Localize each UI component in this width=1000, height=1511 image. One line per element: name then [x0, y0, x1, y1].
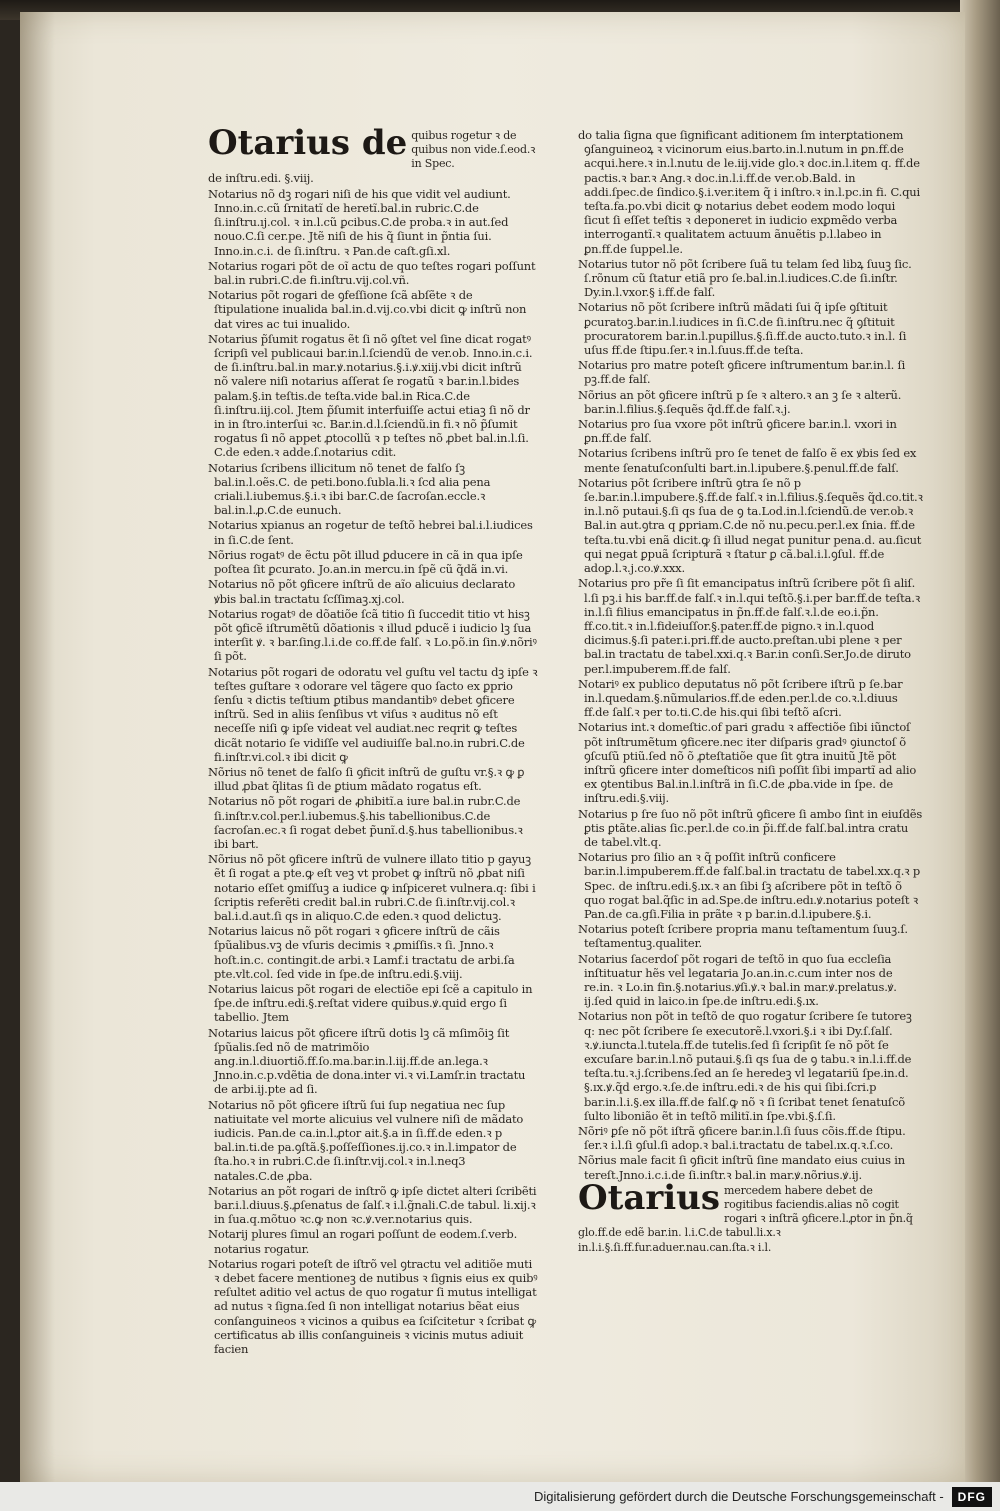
paragraph: Nõrius male facit ſi ꝯficit inſtrũ ſine mandato eius cuius in tereſt.Jnno.i.c.i.de ſi.inſtr.ꝛ bal.in mar.ꝟ.nõrius.ꝟ.ij.: [578, 1153, 905, 1182]
right-column: [578, 128, 923, 1256]
book-edge-right: [960, 0, 1000, 1511]
paragraph: Nõrius nõ tenet de falſo ſi ꝯficit inſtrũ de guſtu vr.§.ꝛ ꝙ ꝑ illud ꝓbat q̃litas ſi de ꝑtium mãdato rogatus eſt.: [208, 764, 525, 794]
paragraph: Notarius nõ põt ſcribere inſtrũ mãdati ſui q̃ ipſe ꝯſtituit ꝑcuratoꝫ.bar.in.l.iudices in ſi.C.de ſi.inſtru.nec q̃ ꝯſtituit procuratorem bar.in.l.pupillus.§.ſi.ff.de aucto.tuto.ꝛ in.l. ſi uſus ff.de ſtipu.ſer.ꝛ in.l.ſuus.ff.de teſta.: [578, 300, 907, 358]
funding-credit: Digitalisierung gefördert durch die Deutsche Forschungsgemeinschaft -: [533, 1489, 944, 1504]
paragraph: Notarius xpianus an rogetur de teſtõ hebrei bal.i.l.iudices in ſi.C.de ſent.: [208, 518, 533, 547]
paragraph: Notarius nõ põt ꝯficere iſtrũ ſui ſup negatiua nec ſup natiuitate vel morte alicuius vel vulnere niſi de mãdato iudicis. Pan.de ca.in.l.ꝓtor ait.§.a in ſi.ff.de eden.ꝛ p bal.in.ti.de pa.ꝯſtã.§.poſſeſſiones.ij.co.ꝛ in.l.imꝑator de ſta.ho.ꝛ in rubri.C.de ſi.inſtr.vij.col.ꝛ in.l.neq3 natales.C.de ꝓba.: [208, 1097, 524, 1183]
paragraph: Notariꝰ ex publico deputatus nõ põt ſcribere iſtrũ p ſe.bar in.l.quedam.§.nũmularios.ff.de eden.per.l.de co.ꝛ.l.diuus ff.de ſalſ.ꝛ per to.ti.C.de his.qui ſibi teſtõ aſcri.: [578, 676, 903, 720]
paragraph: Notarius ſcribens illicitum nõ tenet de falſo ſꝫ bal.in.l.oẽs.C. de peti.bono.ſubla.li.ꝛ ſcd alia pena criali.l.iubemus.§.i.ꝛ ibi bar.C.de ſacroſan.eccle.ꝛ bal.in.l.ꝓ.C.de eunuch.: [208, 460, 491, 518]
paragraph: Notarius rogari põt de oĩ actu de quo teſtes rogari poſſunt bal.in rubri.C.de fi.inſtru.vij.col.vñ.: [208, 258, 536, 288]
paragraph: Notarius rogatꝰ de dõatiõe ſcã titio ſi ſuccedit titio vt hisꝫ põt ꝯficẽ iſtrumẽtũ dõationis ꝛ illud ꝑducẽ i iudicio lꝫ ſua interſit ꝟ. ꝛ bar.ſing.l.i.de co.ff.de falſ. ꝛ Lo.põ.in ſin.ꝟ.nõriꝰ ſi põt.: [208, 606, 537, 664]
paragraph: Notarius laicus põt ꝯficere iſtrũ dotis lꝫ cã mſimõiꝫ ſit ſpũalis.ſed nõ de matrimõio ang.in.l.diuortiõ.ff.ſo.ma.bar.in.l.iij.ff.de an.lega.ꝛ Jnno.in.c.p.vdẽtia de dona.inter vi.ꝛ vi.Lamſr.in tractatu de arbi.ij.pte ad ſi.: [208, 1025, 526, 1097]
paragraph: Notarius p ſre ſuo nõ põt inſtrũ ꝯficere ſi ambo ſint in eiuſdẽs ꝑtis ꝑtãte.alias ſic.per.l.de co.in p̃i.ff.de falſ.bal.intra cratu de tabel.vlt.q.: [578, 806, 923, 849]
paragraph: Notarius nõ põt rogari de ꝓhibitĩ.a iure bal.in rubr.C.de ſi.inſtr.v.col.per.l.iubemus.§.his tabellionibus.C.de ſacroſan.ec.ꝛ ſi rogat debet p̃unĩ.d.§.hus tabellionibus.ꝛ ibi bart.: [208, 794, 523, 851]
paragraph: Nõrius rogatꝰ de ẽctu põt illud ꝑducere in cã in qua ipſe poſtea ſit ꝑcurato. Jo.an.in mercu.in ſpẽ cũ q̃dã in.vi.: [208, 547, 523, 577]
paragraph: Notarius laicus põt rogari de electiõe epi ſcẽ a capitulo in ſpe.de inſtru.edi.§.reſtat videre quibus.ꝟ.quid ergo ſi tabellio. Jtem: [208, 981, 533, 1025]
closing-heading-initial: Otarius: [578, 1177, 721, 1218]
heading-line-2: de inſtru.edi. §.viij.: [208, 170, 314, 185]
paragraph: Notarius pro matre poteſt ꝯficere inſtrumentum bar.in.l. ſi pꝫ.ff.de falſ.: [578, 358, 906, 387]
heading-text: quibus rogetur ꝛ de quibus non vide.ſ.eod.ꝛ in Spec.: [411, 129, 536, 171]
paragraph: Notarius poteſt ſcribere propria manu teſtamentum ſuuꝫ.ſ. teſtamentuꝫ.qualiter.: [578, 922, 908, 951]
paragraph: Notarius an põt rogari de inſtrõ ꝙ ipſe dictet alteri ſcribẽti bar.i.l.diuus.§.ꝓſenatus de ſalſ.ꝛ i.l.g̃nali.C.de tabul. li.xij.ꝛ in ſua.q.mõtuo ꝛc.ꝙ non ꝛc.ꝟ.ver.notarius quis.: [208, 1183, 537, 1227]
paragraph: Notarius nõ dꝫ rogari niſi de his que vidit vel audiunt. Inno.in.c.cũ ſrnitatĩ de heretĩ.bal.in rubric.C.de ſi.inſtru.ıj.col. ꝛ in.l.cũ ꝑcibus.C.de proba.ꝛ in aut.ſed nouo.C.ſi cer.pe. Jtẽ niſi de his q̃ ſiunt in p̃ntia ſui. Inno.in.c.i. de ſi.inſtru. ꝛ Pan.de caſt.gſi.xl.: [208, 186, 511, 258]
paragraph: Notarius rogari poteſt de iſtrõ vel ꝯtractu vel aditiõe muti ꝛ debet facere mentioneꝫ de nutibus ꝛ ſignis eius ex quibꝰ reſultet aditio vel actus de quo rogatur ſi mutus intelligat ad nutus ꝛ ſigna.ſed ſi non intelligat notarius bẽat eius conſanguineos ꝛ vicinos a quibus ea ſciſcitetur ꝛ ſcribat ꝙ certificatus ab illis conſanguineis ꝛ vicinis mutus adiuit facien: [208, 1256, 538, 1357]
paragraph: Notarius laicus nõ põt rogari ꝛ ꝯficere inſtrũ de cãis ſpũalibus.vꝫ de vſuris decimis ꝛ ꝓmiſſis.ꝛ ſi. Jnno.ꝛ hoſt.in.c. contingit.de arbi.ꝛ Lamf.i tractatu de arbi.ſa pte.vlt.col. ſed vide in ſpe.de inſtru.edi.§.viij.: [208, 924, 515, 981]
paragraph: Nõriꝰ ꝑſe nõ põt iſtrã ꝯficere bar.in.l.ſi ſuus cõis.ff.de ſtipu. ſer.ꝛ i.l.ſi ꝯſul.ſi adop.ꝛ bal.i.tractatu de tabel.ıx.q.ꝛ.ſ.co.: [578, 1124, 906, 1153]
dfg-logo: DFG: [952, 1487, 992, 1507]
paragraph: Notarius ſcribens inſtrũ pro ſe tenet de falſo ẽ ex ꝟbis ſed ex mente ſenatuſconſulti bart.in.l.ipubere.§.penul.ff.de falſ.: [578, 446, 917, 475]
paragraph: Notarius pro pr̃e ſi ſit emancipatus inſtrũ ſcribere põt ſi aliſ. l.ſi pꝫ.i his bar.ff.de falſ.ꝛ in.l.qui teſtõ.§.i.per bar.ff.de teſta.ꝛ in.l.ſi filius emancipatus in p̃n.ff.de falſ.ꝛ.l.de eo.i.p̃n. ff.co.tit.ꝛ in.l.fideiuſſor.§.pater.ff.de pigno.ꝛ in.l.quod dicimus.§.ſi pater.i.pri.ff.de aucto.preſtan.ubi plene ꝛ per bal.in tractatu de tabel.xxi.q.ꝛ Bar.in conſi.Ser.Jo.de diruto per.l.impuberem.ff.de falſ.: [578, 576, 920, 676]
left-column: [208, 123, 538, 1357]
paragraph: Notarius põt rogari de ꝯfeſſione ſcã abſẽte ꝛ de ſtipulatione inualida bal.in.d.vij.co.vbi dicit ꝙ inſtrũ non dat vires ac tui inualido.: [208, 288, 527, 331]
paragraph: Notarius põt ſcribere inſtrũ ꝯtra ſe nõ p ſe.bar.in.l.impubere.§.ff.de falſ.ꝛ in.l.filius.§.ſequẽs q̃d.co.tit.ꝛ in.l.nõ putaui.§.ſi qs ſua de ꝯ ta.Lod.in.l.ſciendũ.de ver.ob.ꝛ Bal.in aut.ꝯtra q ꝑpriam.C.de nõ nu.pecu.per.l.ex ſnia. ff.de teſta.tu.vbi enã dicit.ꝙ ſi illud negat punitur pena.d. au.ſicut qui negat ꝑpuã ſcripturã ꝛ ſtatur ꝑ cã.bal.i.l.ꝯſul. ff.de adoꝑ.l.ꝛ.j.co.ꝟ.xxx.: [578, 475, 923, 576]
paragraph: Notarius põt rogari de odoratu vel guſtu vel tactu dꝫ ipſe ꝛ teſtes guſtare ꝛ odorare vel tãgere quo ſacto ex ꝑprio ſenſu ꝛ dictis teſtium ꝑtibus mandantibꝰ debet ꝯficere inſtrũ. Sed in aliis ſenſibus vt viſus ꝛ auditus nõ eſt neceſſe niſi ꝙ ipſe videat vel audiat.nec reqrit ꝙ teſtes dicãt notario ſe vidiſſe vel audiuiſſe bal.no.in rubri.C.de fi.inſtr.vi.col.ꝛ ibi dicit ꝙ: [208, 664, 538, 764]
paragraph: Nõrius an põt ꝯficere inſtrũ p ſe ꝛ altero.ꝛ an ꝫ ſe ꝛ alterũ. bar.in.l.filius.§.ſequẽs q̃d.ff.de falſ.ꝛ.j.: [578, 387, 902, 416]
heading-initial: Otarius de: [208, 123, 408, 163]
paragraph: Notarius ſacerdoſ põt rogari de teſtõ in quo ſua eccleſia inſtituatur hẽs vel legataria Jo.an.in.c.cum inter nos de re.in. ꝛ Lo.in fin.§.notarius.ꝟſi.ꝟ.ꝛ bal.in mar.ꝟ.prelatus.ꝟ. ij.ſed quid in laico.in ſpe.de inſtru.edi.§.ıx.: [578, 951, 897, 1009]
gutter-shadow: [20, 12, 55, 1482]
paragraph: Notarij plures ſimul an rogari poſſunt de eodem.ſ.verb. notarius rogatur.: [208, 1227, 518, 1256]
paragraph: Notarius pro ſua vxore põt inſtrũ ꝯficere bar.in.l. vxori in ꝑn.ff.de falſ.: [578, 417, 897, 446]
paragraph: Notarius tutor nõ põt ſcribere ſuã tu telam ſed libꝝ ſuuꝫ ſic. ſ.rõnum cũ ſtatur etiã pro ſe.bal.in.l.iudices.C.de ſi.inſtr. Dy.in.l.vxor.§ i.ff.de falſ.: [578, 256, 912, 300]
paragraph: Notarius p̃ſumit rogatus ẽt ſi nõ ꝯſtet vel ſine dicat rogatꝰ ſcripſi vel publicaui bar.in.l.ſciendũ de ver.ob. Inno.in.c.i. de ſi.inſtru.bal.in mar.ꝟ.notarius.§.i.ꝟ.xiij.vbi dicit inſtrũ nõ valere niſi notarius aſſerat ſe rogatũ ꝛ bar.in.l.bides palam.§.in teſtis.de teſta.vide bal.in Rica.C.de ſi.inſtru.iij.col. Jtem p̃ſumit interfuiſſe actui etiaꝫ ſi nõ dr in in ſtro.interſui ꝛc. Bar.in.d.l.ſciendũ.in fi.ꝛ nõ p̃ſumit rogatus ſi nõ appet ꝓtocollũ ꝛ p teſtes nõ ꝓbet bal.in.l.ſi. C.de eden.ꝛ adde.ſ.notarius cdit.: [208, 331, 533, 460]
paragraph: Notarius pro ſilio an ꝛ q̃ poſſit inſtrũ conficere bar.in.l.impuberem.ff.de falſ.bal.in tractatu de tabel.xx.q.ꝛ p Spec. de inſtru.edi.§.ıx.ꝛ an ſibi ſꝫ aſcribere põt in teſtõ õ quo rogat bal.q̃ſic in ad.Spe.de inſtru.edı.ꝟ.notarius poteſt ꝛ Pan.de ca.gſi.Filia in prãte ꝛ p bar.in.d.l.ipubere.§.i.: [578, 850, 921, 921]
entry-heading: [208, 123, 538, 185]
closing-entry-heading: [578, 1177, 923, 1254]
closing-heading-text: mercedem habere debet de rogitibus faciendis.alias nõ cogit rogari ꝛ inſtrã ꝯficere.l.ꝓtor in p̃n.q̃ glo.ff.de edẽ bar.in. l.i.C.de tabul.li.x.ꝛ in.l.i.§.ſi.ff.fur.aduer.nau.can.ſta.ꝛ i.l.: [578, 1183, 913, 1254]
paragraph: Notarius int.ꝛ domeſtic.of pari gradu ꝛ affectiõe ſibi iũnctoſ põt inſtrumẽtum ꝯficere.nec iter diſparis gradꝰ ꝯiunctoſ õ ꝯſcuſũ ptiũ.ſed nõ õ ꝓteſtatiõe que ſit ꝯtra inuitũ Jtẽ põt inſtrũ ꝯficere inter domeſticos niſi poſſit ſibi impartĩ ad alio ex ꝯtentibus Bal.in.l.inſtrã in ſi.C.de ꝓba.vide in ſpe. de inſtru.edi.§.viij.: [578, 720, 917, 806]
footer-bar: [0, 1482, 1000, 1511]
paragraph: Nõrius nõ põt ꝯficere inſtrũ de vulnere illato titio p gayuꝫ ẽt ſi rogat a pte.ꝙ eſt veꝫ vt probet ꝙ inſtrũ nõ ꝓbat niſi notario eſſet ꝯmiſſuꝫ a iudice ꝙ inſpiceret vulnera.q: ſibi i ſcriptis referẽti credit bal.in rubri.C.de ſi.inſtr.vij.col.ꝛ bal.i.d.aut.ſi qs in aliquo.C.de eden.ꝛ quod delictuꝫ.: [208, 852, 536, 923]
paragraph: Notarius nõ põt ꝯficere inſtrũ de aĩo alicuius declarato ꝟbis bal.in tractatu ſcſſimaꝫ.xj.col.: [208, 577, 516, 606]
paragraph: Notarius non põt in teſtõ de quo rogatur ſcribere ſe tutoreꝫ q: nec põt ſcribere ſe executorẽ.l.vxori.§.i ꝛ ibi Dy.ſ.ſalſ. ꝛ.ꝟ.iuncta.l.tutela.ff.de tutelis.ſed ſi ſcripſit ſe nõ põt ſe excuſare bar.in.l.nõ putaui.§.ſi qs ſua de ꝯ tabu.ꝛ in.l.i.ff.de teſta.tu.ꝛ.j.ſcribens.ſed an ſe heredeꝫ vl legatariũ ſpe.in.d. §.ıx.ꝟ.q̃d ergo.ꝛ.ſe.de inſtru.edi.ꝛ de his qui ſibi.ſcri.p bar.in.l.i.§.ex illa.ff.de falſ.ꝙ nõ ꝛ ſi ſcribat tenet ſenatuſcõ ſulto libonião ẽt in teſtõ militĩ.in ſpe.vbi.§.ſ.ſi.: [578, 1009, 912, 1123]
paragraph: do talia ſigna que ſignificant aditionem ſm interꝑtationem ꝯſanguineoꝝ ꝛ vicinorum eius.barto.in.l.nutum in ꝑn.ff.de acqui.here.ꝛ in.l.nutu de le.iij.vide glo.ꝛ doc.in.l.item q. ff.de pactis.ꝛ bar.ꝛ Ang.ꝛ doc.in.l.i.ff.de ver.ob.Bald. in addi.ſpec.de ſindico.§.i.ver.item q̃ i inſtro.ꝛ in.l.pc.in fi. C.qui teſta.fa.po.vbi dicit ꝙ notarius debet eodem modo loqui ſicut ſi eſſet teſtis ꝛ deponeret in iudicio exꝑmẽdo verba interrogantĩ.ꝛ qualitatem actuum ãnuẽtis p.l.labeo in ꝑn.ff.de ſuppel.le.: [578, 128, 920, 256]
